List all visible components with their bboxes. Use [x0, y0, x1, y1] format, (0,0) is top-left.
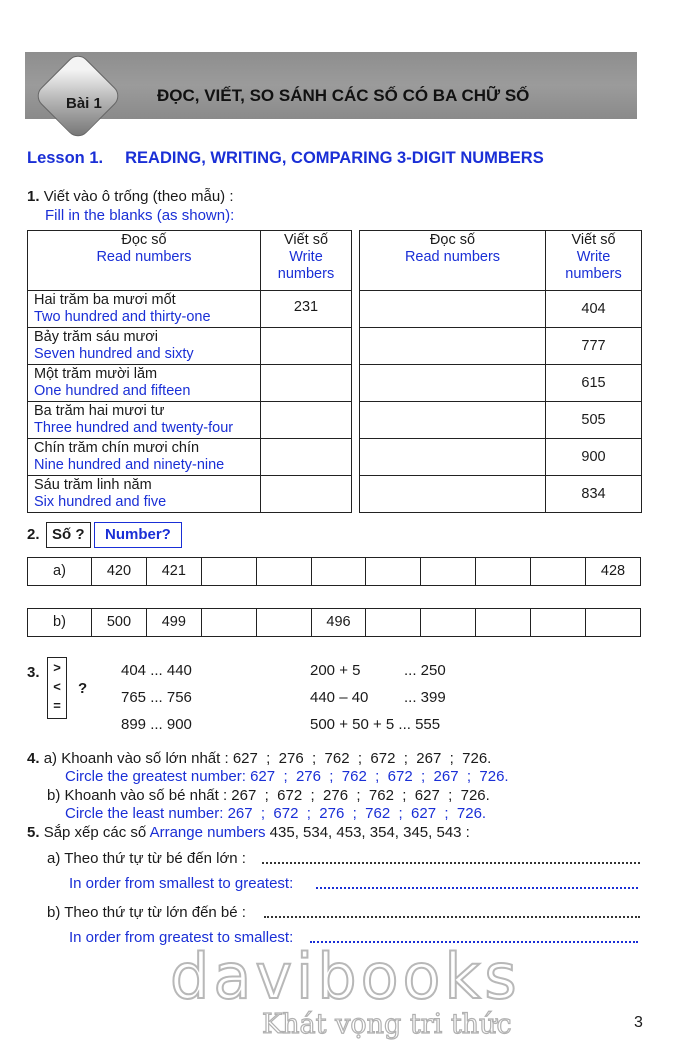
header-title: ĐỌC, VIẾT, SO SÁNH CÁC SỐ CÓ BA CHỮ SỐ [157, 86, 530, 105]
ex4a [27, 750, 491, 768]
write-number-cell: 900 [546, 439, 642, 476]
ex1-instruction-en: Fill in the blanks (as shown): [45, 207, 235, 224]
ex3-left-item: 404 ... 440 [121, 662, 192, 679]
sequence-label: b) [28, 609, 92, 637]
ex2-label: Số ? [46, 522, 91, 548]
question-mark: ? [78, 680, 88, 697]
header-read-en: Read numbers [404, 249, 501, 265]
read-cell[interactable] [360, 328, 546, 365]
write-number-cell[interactable] [261, 365, 352, 402]
ex1-table-right [359, 230, 642, 513]
read-cell[interactable] [360, 365, 546, 402]
sequence-cell: 428 [586, 558, 641, 586]
write-number-cell[interactable] [261, 402, 352, 439]
table-row [28, 476, 352, 513]
sequence-cell: 499 [146, 609, 201, 637]
read-cell[interactable] [360, 402, 546, 439]
sequence-cell[interactable] [476, 558, 531, 586]
header-write-vi: Viết số [571, 232, 616, 248]
read-en: Seven hundred and sixty [34, 346, 194, 362]
table-row [28, 365, 352, 402]
write-number-cell[interactable]: 231 [261, 291, 352, 328]
sequence-cell[interactable] [256, 609, 311, 637]
ex3-left-item: 899 ... 900 [121, 716, 192, 733]
ex5a-label-en: In order from smallest to greatest: [69, 875, 294, 892]
sign-equal: = [53, 698, 61, 713]
lesson-name: READING, WRITING, COMPARING 3-DIGIT NUMBERS [125, 149, 544, 167]
read-cell[interactable] [360, 476, 546, 513]
sequence-cell: 496 [311, 609, 366, 637]
ex3-left-item: 765 ... 756 [121, 689, 192, 706]
ex1-instruction [27, 188, 234, 206]
table-row [360, 365, 642, 402]
read-en: Six hundred and five [34, 494, 167, 510]
write-number-cell: 777 [546, 328, 642, 365]
header-read-vi: Đọc số [429, 232, 476, 248]
sequence-cell[interactable] [421, 609, 476, 637]
watermark-slogan: Khát vọng tri thức [262, 1009, 512, 1040]
read-vi: Sáu trăm linh năm [34, 477, 152, 493]
header-write-en: Write [289, 249, 323, 265]
sequence-cell[interactable] [421, 558, 476, 586]
ex4b-text-en: Circle the least number: 267 ; 672 ; 276 ; 762 ; 627 ; 726. [65, 805, 487, 822]
sequence-cell[interactable] [586, 609, 641, 637]
table-row [360, 402, 642, 439]
ex3-right-item: ... 399 [404, 689, 446, 706]
header-write-vi: Viết số [283, 232, 329, 248]
read-vi: Ba trăm hai mươi tư [34, 403, 165, 419]
read-vi: Một trăm mười lăm [34, 366, 158, 382]
ex3-number: 3. [27, 664, 40, 681]
sign-less: < [53, 679, 61, 694]
ex5b-label-en: In order from greatest to smallest: [69, 929, 294, 946]
ex5-numbers: 435, 534, 453, 354, 345, 543 : [269, 824, 470, 841]
read-cell[interactable] [360, 439, 546, 476]
table-row [360, 476, 642, 513]
ex1-text: Viết vào ô trống (theo mẫu) : [43, 188, 234, 205]
read-en: One hundred and fifteen [34, 383, 191, 399]
sequence-cell[interactable] [531, 558, 586, 586]
ex5a-label: a) Theo thứ tự từ bé đến lớn : [47, 850, 246, 867]
sequence-label: a) [28, 558, 92, 586]
sequence-cell[interactable] [476, 609, 531, 637]
sequence-cell[interactable] [366, 558, 421, 586]
header-read-vi: Đọc số [121, 232, 167, 248]
table-row [360, 291, 642, 328]
read-en: Nine hundred and ninety-nine [34, 457, 225, 473]
table-row [28, 291, 352, 328]
sequence-cell: 421 [146, 558, 201, 586]
table-row [360, 439, 642, 476]
lesson-title [27, 149, 544, 167]
ex2-sequence-a [27, 557, 641, 586]
sequence-cell: 500 [92, 609, 147, 637]
ex3-mid-item: 200 + 5 [310, 662, 361, 679]
sequence-cell[interactable] [256, 558, 311, 586]
ex4a-text: a) Khoanh vào số lớn nhất : 627 ; 276 ; 762 ; 672 ; 267 ; 726. [43, 750, 492, 767]
header-write-en: Write [576, 249, 611, 265]
ex2-label-en: Number? [94, 522, 182, 548]
header-write-en-2: numbers [565, 266, 622, 282]
write-number-cell[interactable] [261, 476, 352, 513]
ex5-text-en: Arrange numbers [149, 824, 266, 841]
comparison-signs-box [47, 657, 67, 719]
header-write-en-2: numbers [277, 266, 335, 282]
sequence-cell: 420 [92, 558, 147, 586]
sign-greater: > [53, 660, 61, 675]
ex1-number: 1. [27, 188, 40, 205]
read-en: Three hundred and twenty-four [34, 420, 234, 436]
write-number-cell: 404 [546, 291, 642, 328]
sequence-cell[interactable] [201, 558, 256, 586]
ex3-mid-item: 500 + 50 + 5 ... 555 [310, 716, 441, 733]
read-en: Two hundred and thirty-one [34, 309, 211, 325]
ex5b-answer-line[interactable] [264, 916, 640, 918]
read-vi: Chín trăm chín mươi chín [34, 440, 200, 456]
ex5a-answer-line[interactable] [262, 862, 640, 864]
ex5-text: Sắp xếp các số [43, 824, 147, 841]
write-number-cell: 505 [546, 402, 642, 439]
read-cell[interactable] [360, 291, 546, 328]
sequence-cell[interactable] [311, 558, 366, 586]
table-row [360, 328, 642, 365]
ex2-number: 2. [27, 526, 40, 543]
write-number-cell[interactable] [261, 439, 352, 476]
write-number-cell[interactable] [261, 328, 352, 365]
lesson-badge: Bài 1 [66, 95, 102, 112]
read-vi: Bảy trăm sáu mươi [34, 329, 158, 345]
ex5-instruction [27, 824, 470, 842]
ex5b-label: b) Theo thứ tự từ lớn đến bé : [47, 904, 246, 921]
sequence-cell[interactable] [531, 609, 586, 637]
page-number: 3 [634, 1014, 643, 1031]
ex3-right-item: ... 250 [404, 662, 446, 679]
header-read-en: Read numbers [96, 249, 192, 265]
sequence-cell[interactable] [201, 609, 256, 637]
table-row [28, 402, 352, 439]
watermark-logo: davibooks [170, 940, 521, 1013]
ex4a-text-en: Circle the greatest number: 627 ; 276 ; 762 ; 672 ; 267 ; 726. [65, 768, 509, 785]
lesson-number: Lesson 1. [27, 149, 104, 167]
write-number-cell: 615 [546, 365, 642, 402]
ex5a-answer-line-en[interactable] [316, 887, 638, 889]
sequence-cell[interactable] [366, 609, 421, 637]
ex5-number: 5. [27, 824, 40, 841]
write-number-cell: 834 [546, 476, 642, 513]
read-vi: Hai trăm ba mươi mốt [34, 292, 176, 308]
table-row [28, 439, 352, 476]
ex4-number: 4. [27, 750, 40, 767]
table-row [28, 328, 352, 365]
ex3-mid-item: 440 – 40 [310, 689, 369, 706]
ex2-sequence-b [27, 608, 641, 637]
ex4b-text: b) Khoanh vào số bé nhất : 267 ; 672 ; 276 ; 762 ; 627 ; 726. [47, 787, 490, 804]
ex1-table-left [27, 230, 352, 513]
